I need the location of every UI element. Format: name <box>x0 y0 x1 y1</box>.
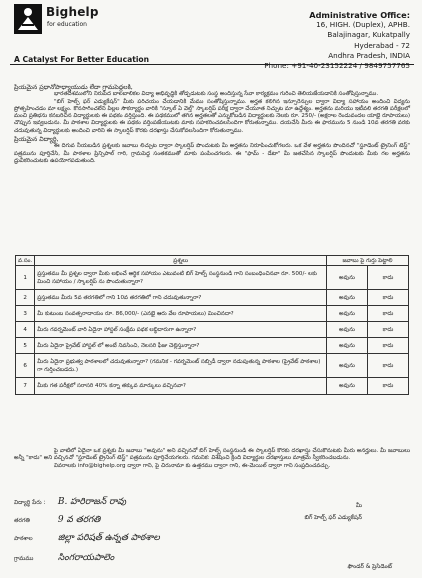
col-answer-header: జవాబు పై గుర్తు పెట్టాలి <box>327 256 409 266</box>
office-line: 16, HIGH. (Duplex), APHB. <box>316 20 410 30</box>
answer-no[interactable]: కాదు <box>368 338 409 354</box>
row-question: మీ కుటుంబ సంవత్సరాదాయం రూ. 86,000/- (ఎనభై ఆరు వేల రూపాయలు) మించినదా? <box>35 306 327 322</box>
row-number: 1 <box>16 266 35 290</box>
office-line: Hyderabad - 72 <box>354 40 410 50</box>
footer-paragraph: పై వాటిలో ఏదైనా ఒక ప్రశ్నకు మీ జవాబు "అవును" అని వచ్చినచో బిగ్ హెల్ప్ సంస్థనుండి ఈ స్కాలర్షిప్ కొరకు దరఖాస్తు చేసుకొనుటకు మీరు అనర్హులు. మీ జవాబులు అన్నీ "కాదు" అని వచ్చినచో "స్టూడెంట్ ట్రైనింగ్ టెస్ట్" పత్రమును పూర్తిచేయగలరు. గమనిక: విశేషించి క్రింది విద్యార్థుల దరఖాస్తులు మాత్రమే స్వీకరించబడును. <box>14 448 410 462</box>
table-row <box>16 338 409 354</box>
answer-yes[interactable]: అవును <box>327 306 368 322</box>
student-name-row <box>14 497 126 509</box>
row-question: ప్రస్తుతము మీరు 5వ తరగతిలో గాని 10వ తరగతిలో గాని చదువుతున్నారా? <box>35 290 327 306</box>
row-question: మీకు గత పరీక్షలో సరాసరి 40% కన్నా తక్కువ మార్కులు వచ్చినవా? <box>35 378 327 395</box>
class-label: తరగతి <box>14 518 30 524</box>
row-question: మీరు ఏదైనా ప్రైవేట్ హాస్టల్ లో అంటే నివసించి, నెలసరి ఫీజు చెల్లిస్తున్నారా? <box>35 338 327 354</box>
salutation-student: ప్రియమైన విద్యార్థి, <box>14 136 59 144</box>
brand-name: Bighelp <box>46 5 99 19</box>
row-question: ప్రస్తుతము మీ ప్రశ్నల ద్వారా మీకు లభించే ఆర్థిక సహాయం ఎటువంటి బిగ్ హెల్ప్ సంస్థనుండి గాని సంబంధించినవా రూ. 500/- లకు మించి సహాయం / స్కాలర్షిప్ ను పొందుతున్నారా? <box>35 266 327 290</box>
row-number: 7 <box>16 378 35 395</box>
table-row <box>16 266 409 290</box>
signature-org: బిగ్ హెల్ప్ ఫర్ ఎడ్యుకేషన్ <box>304 515 362 521</box>
answer-yes[interactable]: అవును <box>327 322 368 338</box>
student-name-label: విద్యార్థి పేరు : <box>14 500 46 506</box>
table-row <box>16 322 409 338</box>
village-value[interactable]: సింగరాయపాలెం <box>57 553 115 563</box>
col-question-header: ప్రశ్నలు <box>35 256 327 266</box>
row-number: 3 <box>16 306 35 322</box>
student-name-value[interactable]: B. హరిరాజన్ రావు <box>57 497 127 507</box>
signature-title: ఫౌండర్ & ప్రెసిడెంట్ <box>347 564 392 570</box>
table-header-row <box>16 256 409 266</box>
table-row <box>16 290 409 306</box>
office-title: Administrative Office: <box>309 10 410 20</box>
header-divider <box>10 64 414 65</box>
answer-no[interactable]: కాదు <box>368 378 409 395</box>
table-row <box>16 378 409 395</box>
bighelp-logo-icon <box>14 4 42 34</box>
village-row <box>14 553 114 565</box>
answer-no[interactable]: కాదు <box>368 266 409 290</box>
answer-yes[interactable]: అవును <box>327 338 368 354</box>
answer-no[interactable]: కాదు <box>368 354 409 378</box>
office-line: Balajinagar, Kukatpally <box>327 30 410 40</box>
letter-body <box>14 84 410 165</box>
school-label: పాఠశాల <box>14 536 33 542</box>
office-address <box>264 10 410 71</box>
footer-notes <box>14 448 410 470</box>
row-number: 4 <box>16 322 35 338</box>
contact-line: వివరాలకు info@bighelp.org ద్వారా గాని, పై చిరునామా కు ఉత్తరము ద్వారా గాని, ఈ-మెయిల్ ద్వారా గాని సంప్రదించవచ్చు. <box>54 462 331 469</box>
tagline: A Catalyst For Better Education <box>14 55 150 64</box>
school-row <box>14 533 160 545</box>
brand-subtitle: for education <box>47 21 87 28</box>
row-number: 2 <box>16 290 35 306</box>
class-value[interactable]: 9 వ తరగతి <box>57 515 101 525</box>
answer-no[interactable]: కాదు <box>368 290 409 306</box>
answer-no[interactable]: కాదు <box>368 322 409 338</box>
col-num-header: వ.సం. <box>16 256 35 266</box>
row-question: మీరు ఏదైనా ప్రభుత్వ పాఠశాలలో చదువుతున్నారా? (గమనిక - గవర్నమెంట్ సబ్సిడీ ద్వారా నడుపుతున్న పాఠశాల (ప్రైవేట్ పాఠశాల) గా గుర్తించబడదు.) <box>35 354 327 378</box>
office-phone: Phone: +91-40-23152224 / 9849757765 <box>264 61 410 71</box>
class-row <box>14 515 100 527</box>
salutation-principal: ప్రియమైన ప్రధానోపాధ్యాయుడు లేదా గ్రామపెద్దలకి, <box>14 84 133 91</box>
table-row <box>16 306 409 322</box>
signature-greeting: మీ <box>355 503 362 509</box>
intro-line: భారతదేశములోని నిరుపేద బాలబాలికల విద్యా అభివృద్ధికి తోడ్పడుటకు సంస్థ అందిస్తున్న సేవా కార్యక్రమం గురించి తెలియజేయడానికి సంతోషిస్తున్నాము. <box>54 91 379 98</box>
answer-yes[interactable]: అవును <box>327 290 368 306</box>
school-value[interactable]: జిల్లా పరిషత్ ఉన్నత పాఠశాల <box>57 533 160 543</box>
paragraph-1: "బిగ్ హెల్ప్ ఫర్ ఎడ్యుకేషన్" మీకు పరిచయం చేయడానికి మేము సంతోషిస్తున్నాము. అర్హత కలిగిన ఇన్సూరెన్సుల ద్వారా విద్యా సహాయం అందించి విద్యను ప్రోత్సహించడం మా లక్ష్యం. కొనసాగించలేని పిల్లల సౌకర్యార్థం వారికి "స్కూల్ ఏ వెల్త్" స్కాలర్షిప్ పరీక్ష ద్వారా చేయూత నిచ్చుట మా ఉద్దేశ్యం. అర్హతను మరియు ఇటీవలి తరగతి పరీక్షలలో మంచి ప్రతిభను కనబరిచిన విద్యార్థులకు ఈ పథకం వర్తిస్తుంది. ఈ పథకములో తగిన అర్హతలతో ఎన్నుకోబడిన విద్యార్థులకు నెలకు రూ. 250/- (అక్షరాల రెండువందల యాభై రూపాయలు) చొప్పున ఇవ్వబడును. మీ పాఠశాల విద్యార్థులకు ఈ పథకం వర్తింపజేయుటకు మాకు సహకరించవలసిందిగా కోరుతున్నాము. దయచేసి మీరు ఈ ఫారమును 5 నుండి 10వ తరగతి వరకు చదువుతున్న విద్యార్థులకు అందించి వారిని ఈ స్కాలర్షిప్ కొరకు దరఖాస్తు చేసుకోవలసిందిగా కోరుతున్నాము. <box>14 98 410 134</box>
row-number: 5 <box>16 338 35 354</box>
answer-yes[interactable]: అవును <box>327 266 368 290</box>
row-number: 6 <box>16 354 35 378</box>
table-row <box>16 354 409 378</box>
answer-no[interactable]: కాదు <box>368 306 409 322</box>
paragraph-2: ఈ దిగువ నీయబడిన ప్రశ్నలకు జవాబు లిచ్చుట ద్వారా స్కాలర్షిప్ పొందుటకు మీ అర్హతను నిరూపించుకోగలరు. ఒక వేళ అర్హతను పొందినచో "స్టూడెంట్ ట్రైనింగ్ టెస్ట్" పత్రమును పూర్తిచేసి, మీ పాఠశాల ప్రిన్సిపాల్ గారి, గ్రామపెద్ద సంతకముతో మాకు పంపించగలరు. ఈ "ఫామ్ - డేటా" మీ జతచేసిన స్కాలర్షిప్ పొందుటకు మీకు గల అర్హతను ధ్రువీకరించుటకు ఉపయోగపడుతుంది. <box>14 143 410 164</box>
office-line: Andhra Pradesh, INDIA <box>328 50 410 60</box>
row-question: మీరు గవర్నమెంట్ వారి ఏదైనా హాస్టల్ సంక్షేమ పథక లబ్ధిదారుగా ఉన్నారా? <box>35 322 327 338</box>
answer-yes[interactable]: అవును <box>327 378 368 395</box>
questions-table <box>15 255 409 395</box>
village-label: గ్రామము <box>14 556 34 562</box>
answer-yes[interactable]: అవును <box>327 354 368 378</box>
